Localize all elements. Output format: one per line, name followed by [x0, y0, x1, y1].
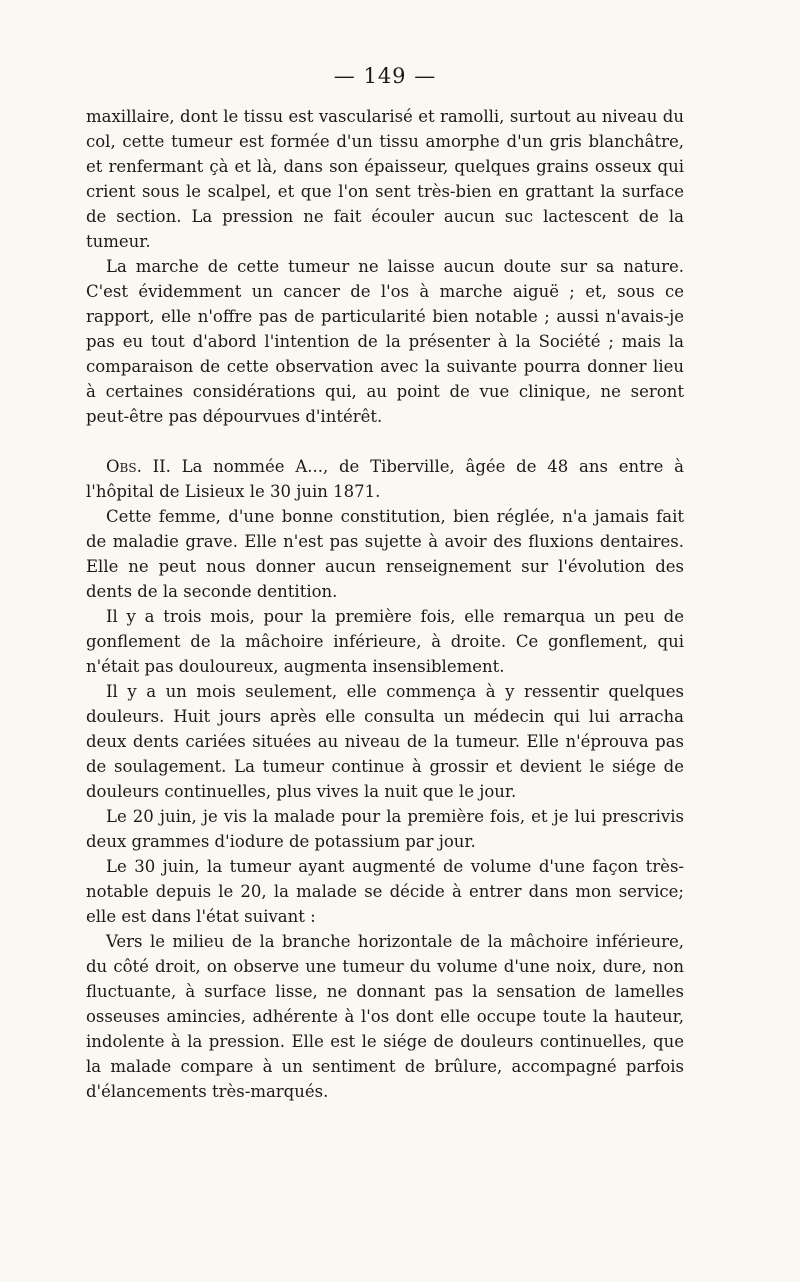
book-page [86, 62, 684, 1104]
paragraph-5: Il y a trois mois, pour la première fois, elle remarqua un peu de gonflement de la mâchoire inférieure, à droite. Ce gonflement, qui n'était pas douloureux, augmenta insensiblement. [86, 607, 684, 676]
paragraph-4: Cette femme, d'une bonne constitution, bien réglée, n'a jamais fait de maladie grave. Elle n'est pas sujette à avoir des fluxions dentaires. Elle ne peut nous donner aucun renseignement sur l'évolution des dents de la seconde dentition. [86, 507, 684, 601]
paragraph-3: La nommée A..., de Tiberville, âgée de 48 ans entre à l'hôpital de Lisieux le 30 juin 1871. [86, 457, 684, 501]
observation-heading-paragraph [86, 454, 684, 504]
paragraph-7: Le 20 juin, je vis la malade pour la première fois, et je lui prescrivis deux grammes d'iodure de potassium par jour. [86, 807, 684, 851]
paragraph-2: La marche de cette tumeur ne laisse aucun doute sur sa nature. C'est évidemment un cancer de l'os à marche aiguë ; et, sous ce rapport, elle n'offre pas de particularité bien notable ; aussi n'avais-je pas eu tout d'abord l'intention de la présenter à la Société ; mais la comparaison de cette observation avec la suivante pourra donner lieu à certaines considérations qui, au point de vue clinique, ne seront peut-être pas dépourvues d'intérêt. [86, 257, 684, 426]
paragraph-8: Le 30 juin, la tumeur ayant augmenté de volume d'une façon très-notable depuis le 20, la malade se décide à entrer dans mon service; elle est dans l'état suivant : [86, 857, 684, 926]
observation-label: Obs. II. [106, 457, 171, 476]
paragraph-6: Il y a un mois seulement, elle commença à y ressentir quelques douleurs. Huit jours après elle consulta un médecin qui lui arracha deux dents cariées situées au niveau de la tumeur. Elle n'éprouva pas de soulagement. La tumeur continue à grossir et devient le siége de douleurs continuelles, plus vives la nuit que le jour. [86, 682, 684, 801]
page-number: — 149 — [333, 64, 437, 88]
paragraph-1: maxillaire, dont le tissu est vascularisé et ramolli, surtout au niveau du col, cette tumeur est formée d'un tissu amorphe d'un gris blanchâtre, et renfermant çà et là, dans son épaisseur, quelques grains osseux qui crient sous le scalpel, et que l'on sent très-bien en grattant la surface de section. La pression ne fait écouler aucun suc lactescent de la tumeur. [86, 107, 684, 251]
paragraph-9: Vers le milieu de la branche horizontale de la mâchoire inférieure, du côté droit, on observe une tumeur du volume d'une noix, dure, non fluctuante, à surface lisse, ne donnant pas la sensation de lamelles osseuses amincies, adhérente à l'os dont elle occupe toute la hauteur, indolente à la pression. Elle est le siége de douleurs continuelles, que la malade compare à un sentiment de brûlure, accompagné parfois d'élancements très-marqués. [86, 932, 684, 1101]
